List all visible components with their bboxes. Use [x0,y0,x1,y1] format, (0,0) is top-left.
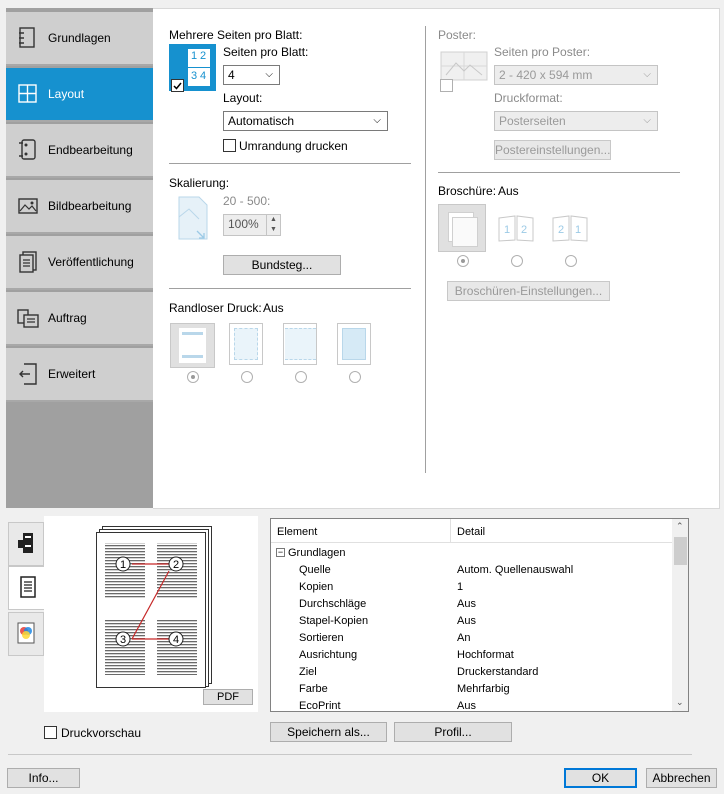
multi-pages-icon: 1 2 3 4 [169,44,216,91]
collapse-icon[interactable]: − [277,547,284,557]
svg-text:1: 1 [504,224,511,236]
borderless-option-3[interactable] [283,323,317,365]
sidebar-item-label: Endbearbeitung [48,143,133,157]
booklet-option-off[interactable] [438,204,486,252]
sidebar-item-layout[interactable] [6,68,153,122]
column-header-element: Element [277,526,318,538]
save-as-button[interactable]: Speichern als... [270,722,387,742]
print-preview-label: Druckvorschau [61,726,142,740]
chevron-down-icon: ⌵ [265,69,273,80]
booklet-settings-button[interactable]: Broschüren-Einstellungen... [447,281,610,301]
document-basic-icon [8,26,48,50]
table-row[interactable]: Durchschläge Aus [299,598,476,610]
print-border-checkbox[interactable] [223,139,236,152]
poster-format-select[interactable]: Posterseiten ⌵ [494,111,658,131]
divider [8,754,692,755]
chevron-down-icon: ⌵ [643,115,651,126]
job-icon [8,307,48,329]
scaling-icon [175,195,211,244]
gutter-button[interactable]: Bundsteg... [223,255,341,275]
sidebar-item-auftrag[interactable] [6,292,153,346]
printer-icon [15,531,37,558]
pdf-button[interactable]: PDF [203,689,253,705]
poster-title: Poster: [438,28,477,42]
multi-pages-title: Mehrere Seiten pro Blatt: [169,28,303,42]
advanced-icon [8,362,48,386]
borderless-radio-4[interactable] [349,371,361,383]
layout-select[interactable]: Automatisch ⌵ [223,111,388,131]
borderless-radio-3[interactable] [295,371,307,383]
sidebar-item-endbearbeitung[interactable] [6,124,153,178]
preview-page-number: 1 [119,559,127,571]
poster-format-label: Druckformat: [494,91,563,105]
spin-down-icon[interactable]: ▼ [266,225,280,235]
layout-grid-icon [8,83,48,105]
chevron-down-icon: ⌵ [643,69,651,80]
pages-per-sheet-select[interactable]: 4 ⌵ [223,65,280,85]
divider [169,288,411,289]
info-button[interactable]: Info... [7,768,80,788]
table-row[interactable]: Quelle Autom. Quellenauswahl [299,564,574,576]
table-row[interactable]: Farbe Mehrfarbig [299,683,510,695]
pages-per-sheet-label: Seiten pro Blatt: [223,45,309,59]
borderless-title: Randloser Druck: [169,301,262,315]
multi-pages-checkbox[interactable] [171,79,184,92]
table-row[interactable]: Ausrichtung Hochformat [299,649,514,661]
borderless-radio-2[interactable] [241,371,253,383]
borderless-value: Aus [263,301,284,315]
sidebar-item-erweitert[interactable] [6,348,153,402]
poster-settings-button[interactable]: Postereinstellungen... [494,140,611,160]
table-row[interactable]: Kopien 1 [299,581,464,593]
booklet-radio-2[interactable] [511,255,523,267]
tab-printer[interactable] [8,522,44,566]
poster-pages-label: Seiten pro Poster: [494,45,591,59]
sidebar-item-grundlagen[interactable] [6,12,153,66]
booklet-value: Aus [498,184,519,198]
scroll-down-icon[interactable]: ⌄ [676,697,684,707]
preview-page-number: 2 [172,559,180,571]
divider [169,163,411,164]
borderless-radio-1[interactable] [187,371,199,383]
table-group-row[interactable]: − Grundlagen [277,547,346,559]
publishing-icon [8,250,48,274]
booklet-option-left[interactable] [498,214,534,242]
booklet-title: Broschüre: [438,184,497,198]
borderless-option-4[interactable] [337,323,371,365]
page-preview [44,516,258,712]
profile-button[interactable]: Profil... [394,722,512,742]
svg-text:1: 1 [575,224,582,236]
booklet-radio-1[interactable] [457,255,469,267]
spin-up-icon[interactable]: ▲ [266,215,280,225]
print-preview-checkbox[interactable] [44,726,57,739]
vertical-divider [425,26,426,473]
table-row[interactable]: EcoPrint Aus [299,700,476,712]
cancel-button[interactable]: Abbrechen [646,768,717,788]
divider [438,172,680,173]
scroll-up-icon[interactable]: ⌃ [676,521,684,531]
sidebar-item-label: Bildbearbeitung [48,199,132,213]
svg-text:2: 2 [558,224,565,236]
preview-page-number: 3 [119,634,127,646]
sidebar-item-label: Veröffentlichung [48,255,134,269]
booklet-radio-3[interactable] [565,255,577,267]
chevron-down-icon: ⌵ [373,115,381,126]
tab-document[interactable] [8,566,46,610]
poster-checkbox[interactable] [440,79,453,92]
layout-label: Layout: [223,91,263,105]
print-border-label: Umrandung drucken [239,139,348,153]
booklet-option-right[interactable] [552,214,588,242]
scaling-title: Skalierung: [169,176,230,190]
sidebar-item-label: Erweitert [48,367,96,381]
finishing-icon [8,138,48,162]
image-icon [8,196,48,216]
color-icon [16,621,36,648]
table-header [271,519,689,543]
preview-sheet [96,532,206,688]
sidebar-item-veroeffentlichung[interactable] [6,236,153,290]
preview-page-number: 4 [172,634,180,646]
borderless-option-full[interactable] [170,323,215,368]
ok-button[interactable]: OK [564,768,637,788]
scrollbar-thumb[interactable] [674,537,687,565]
layout-panel [153,8,720,509]
settings-table[interactable] [270,518,689,712]
sidebar-item-label: Auftrag [48,311,87,325]
scaling-spinner[interactable]: 100% ▲ ▼ [223,214,281,236]
sidebar-item-label: Layout [48,87,85,101]
column-header-detail: Detail [457,526,486,538]
table-row[interactable]: Stapel-Kopien Aus [299,615,476,627]
sidebar-item-label: Grundlagen [48,31,111,45]
table-row[interactable]: Sortieren An [299,632,471,644]
table-scrollbar[interactable] [672,519,689,711]
sidebar [6,8,153,508]
sidebar-item-bildbearbeitung[interactable] [6,180,153,234]
svg-text:2: 2 [521,224,528,236]
document-icon [19,575,37,602]
borderless-option-2[interactable] [229,323,263,365]
tab-color[interactable] [8,612,44,656]
table-row[interactable]: Ziel Druckerstandard [299,666,539,678]
poster-pages-select[interactable]: 2 - 420 x 594 mm ⌵ [494,65,658,85]
scaling-range-label: 20 - 500: [223,194,271,208]
